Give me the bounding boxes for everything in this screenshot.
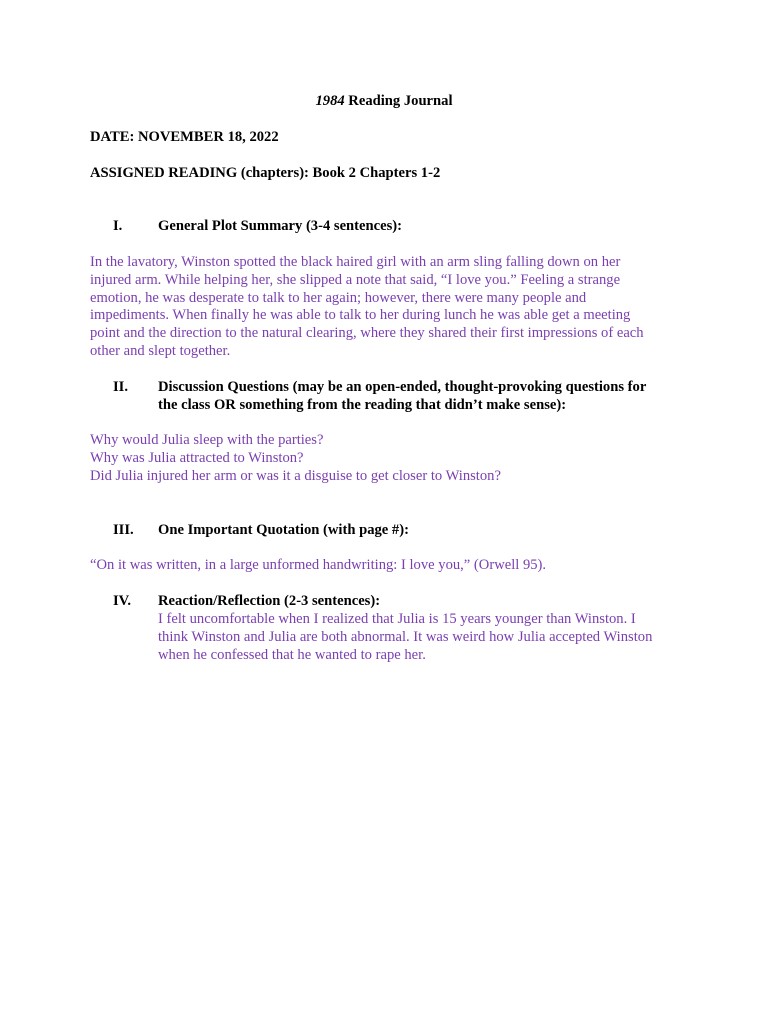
answer-line: other and slept together. [90,342,231,359]
assigned-reading-line: ASSIGNED READING (chapters): Book 2 Chapters 1-2 [90,165,441,181]
section-2-label-line: Discussion Questions (may be an open-ended, thought-provoking questions for [158,379,647,395]
answer-line: think Winston and Julia are both abnormal. It was weird how Julia accepted Winston [158,628,653,645]
section-4-label: Reaction/Reflection (2-3 sentences): [158,593,381,609]
answer-line: impediments. When finally he was able to talk to her during lunch he was able get a meeting [90,307,631,324]
section-2-label-line: the class OR something from the reading that didn’t make sense): [158,396,567,413]
answer-line: when he confessed that he wanted to rape her. [158,646,426,663]
answer-line: “On it was written, in a large unformed handwriting: I love you,” (Orwell 95). [90,557,547,573]
title-book-name: 1984 [315,93,345,109]
answer-line: Did Julia injured her arm or was it a disguise to get closer to Winston? [90,467,501,484]
section-1-number: I. [113,218,123,234]
section-3-number: III. [113,522,134,538]
section-3-answer [90,557,680,575]
answer-line: point and the direction to the natural clearing, where they shared their first impressions of each [90,325,644,342]
page-title [0,93,768,111]
section-4-answer [158,611,678,664]
answer-line: In the lavatory, Winston spotted the black haired girl with an arm sling falling down on her [90,254,621,270]
answer-line: Why would Julia sleep with the parties? [90,432,324,448]
section-2-answer [90,432,680,485]
section-1-answer [90,254,680,361]
section-2-number: II. [113,379,129,395]
answer-line: I felt uncomfortable when I realized that Julia is 15 years younger than Winston. I [158,611,636,627]
answer-line: Why was Julia attracted to Winston? [90,449,304,466]
section-3-label: One Important Quotation (with page #): [158,522,409,538]
answer-line: emotion, he was desperate to talk to her again; however, there were many people and [90,289,587,306]
answer-line: injured arm. While helping her, she slipped a note that said, “I love you.” Feeling a strange [90,271,621,288]
section-1-label: General Plot Summary (3-4 sentences): [158,218,402,234]
section-4-number: IV. [113,593,131,609]
date-line: DATE: NOVEMBER 18, 2022 [90,129,279,145]
title-rest: Reading Journal [344,93,453,109]
section-2-label [158,379,678,415]
